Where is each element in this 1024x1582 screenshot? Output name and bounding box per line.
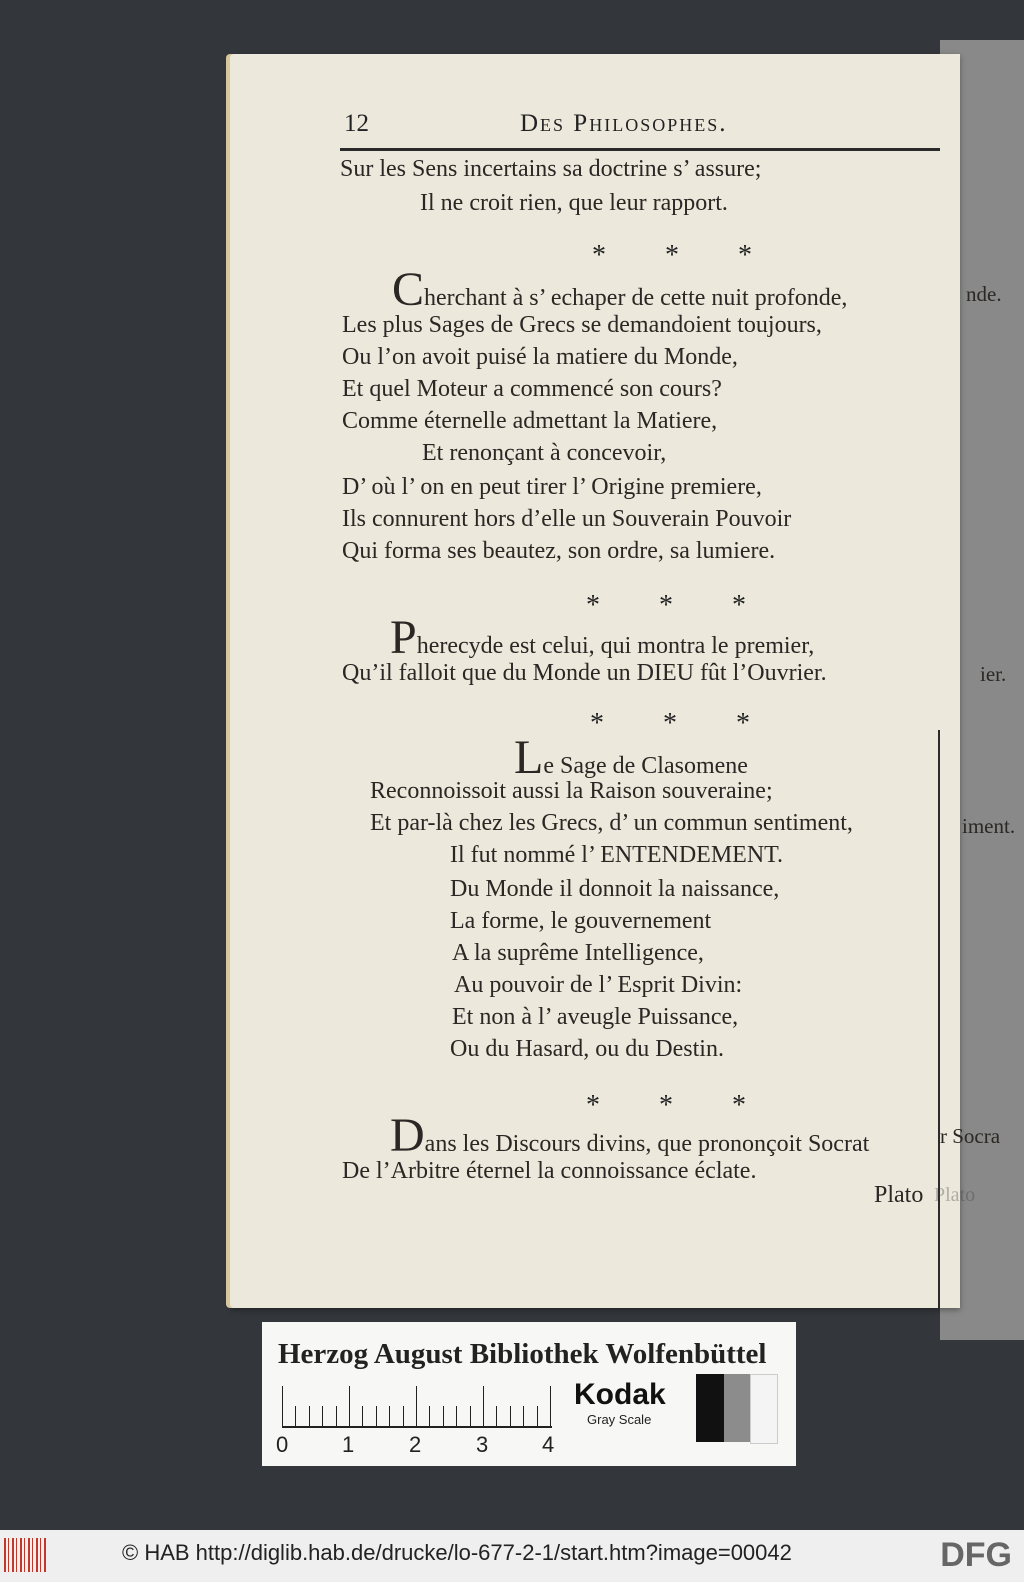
poem-line: Du Monde il donnoit la naissance,	[450, 876, 780, 902]
header-rule	[340, 148, 940, 151]
running-title: Des Philosophes.	[520, 110, 728, 137]
poem-line: Sur les Sens incertains sa doctrine s’ assure;	[340, 156, 762, 182]
stanza-marker: * * *	[586, 590, 772, 621]
barcode-icon	[4, 1538, 48, 1572]
poem-line: A la suprême Intelligence,	[452, 940, 704, 966]
poem-line: De l’Arbitre éternel la connoissance éclate.	[342, 1158, 757, 1184]
stanza-marker: * * *	[590, 708, 776, 739]
poem-line: Et par-là chez les Grecs, d’ un commun sentiment,	[370, 810, 853, 836]
poem-line: Il fut nommé l’ ENTENDEMENT.	[450, 842, 784, 868]
poem-line: D’ où l’ on en peut tirer l’ Origine premiere,	[342, 474, 762, 500]
poem-line: Au pouvoir de l’ Esprit Divin:	[454, 972, 743, 998]
ruler-tick	[443, 1406, 444, 1426]
dfg-logo: DFG	[940, 1536, 1012, 1574]
poem-line: Et non à l’ aveugle Puissance,	[452, 1004, 739, 1030]
kodak-logo: Kodak	[574, 1378, 666, 1411]
poem-line: Ou du Hasard, ou du Destin.	[450, 1036, 724, 1062]
ruler-tick	[403, 1406, 404, 1426]
library-name: Herzog August Bibliothek Wolfenbüttel	[278, 1338, 767, 1370]
ruler-tick	[429, 1406, 430, 1426]
gray-swatch-mid	[724, 1374, 750, 1442]
ruler-number: 0	[276, 1432, 289, 1457]
ruler-tick	[510, 1406, 511, 1426]
catchword: Plato	[874, 1182, 924, 1208]
poem-line: Ou l’on avoit puisé la matiere du Monde,	[342, 344, 738, 370]
ruler-tick	[550, 1386, 551, 1426]
ruler-tick	[282, 1386, 283, 1426]
poem-line: La forme, le gouvernement	[450, 908, 712, 934]
drop-cap: L	[514, 731, 544, 784]
ruler	[282, 1386, 552, 1428]
margin-note: r Socra	[940, 1124, 1001, 1148]
gray-swatch-black	[696, 1374, 724, 1442]
ruler-tick	[389, 1406, 390, 1426]
ruler-tick	[309, 1406, 310, 1426]
drop-cap: C	[392, 263, 425, 316]
ghost-text: Plato	[934, 1184, 976, 1206]
ruler-tick	[416, 1386, 417, 1426]
poem-line: Reconnoissoit aussi la Raison souveraine;	[370, 778, 773, 804]
ruler-tick	[523, 1406, 524, 1426]
fold-line	[938, 730, 940, 1310]
poem-line: Ils connurent hors d’elle un Souverain Pouvoir	[342, 506, 792, 532]
poem-line: Comme éternelle admettant la Matiere,	[342, 408, 718, 434]
ruler-tick	[295, 1406, 296, 1426]
credit-text: © HAB http://diglib.hab.de/drucke/lo-677-2-1/start.htm?image=00042	[122, 1540, 792, 1565]
ruler-tick	[322, 1406, 323, 1426]
poem-line: Dans les Discours divins, que prononçoit Socrat	[390, 1109, 870, 1162]
ruler-tick	[496, 1406, 497, 1426]
ruler-tick	[336, 1406, 337, 1426]
ruler-tick	[362, 1406, 363, 1426]
poem-line: Il ne croit rien, que leur rapport.	[420, 190, 728, 216]
drop-cap: P	[390, 611, 417, 664]
ruler-tick	[456, 1406, 457, 1426]
page-header	[340, 108, 940, 148]
ruler-number: 3	[476, 1432, 489, 1457]
margin-note: ier.	[980, 662, 1007, 686]
ruler-tick	[376, 1406, 377, 1426]
stanza-marker: * * *	[586, 1090, 772, 1121]
ruler-number: 2	[409, 1432, 422, 1457]
page-number: 12	[344, 110, 369, 137]
footer-bar	[0, 1530, 1024, 1582]
poem-line: Le Sage de Clasomene	[514, 731, 748, 784]
poem-line: Et quel Moteur a commencé son cours?	[342, 376, 722, 402]
margin-note: iment.	[962, 814, 1016, 838]
ruler-number: 4	[542, 1432, 555, 1457]
ruler-tick	[349, 1386, 350, 1426]
poem-line: Pherecyde est celui, qui montra le premier,	[390, 611, 815, 664]
poem-line: Et renonçant à concevoir,	[422, 440, 667, 466]
color-calibration-card	[262, 1322, 796, 1466]
poem-line: Qu’il falloit que du Monde un DIEU fût l’Ouvrier.	[342, 660, 827, 686]
ruler-number: 1	[342, 1432, 355, 1457]
ruler-tick	[483, 1386, 484, 1426]
gray-swatch-white	[750, 1374, 778, 1444]
poem-line: Cherchant à s’ echaper de cette nuit profonde,	[392, 263, 848, 316]
poem-line: Les plus Sages de Grecs se demandoient toujours,	[342, 312, 822, 338]
margin-note: nde.	[966, 282, 1002, 306]
ruler-tick	[537, 1406, 538, 1426]
stanza-marker: * * *	[592, 240, 778, 271]
gray-scale-label: Gray Scale	[587, 1412, 652, 1427]
drop-cap: D	[390, 1109, 425, 1162]
poem-line: Qui forma ses beautez, son ordre, sa lumiere.	[342, 538, 776, 564]
ruler-tick	[470, 1406, 471, 1426]
